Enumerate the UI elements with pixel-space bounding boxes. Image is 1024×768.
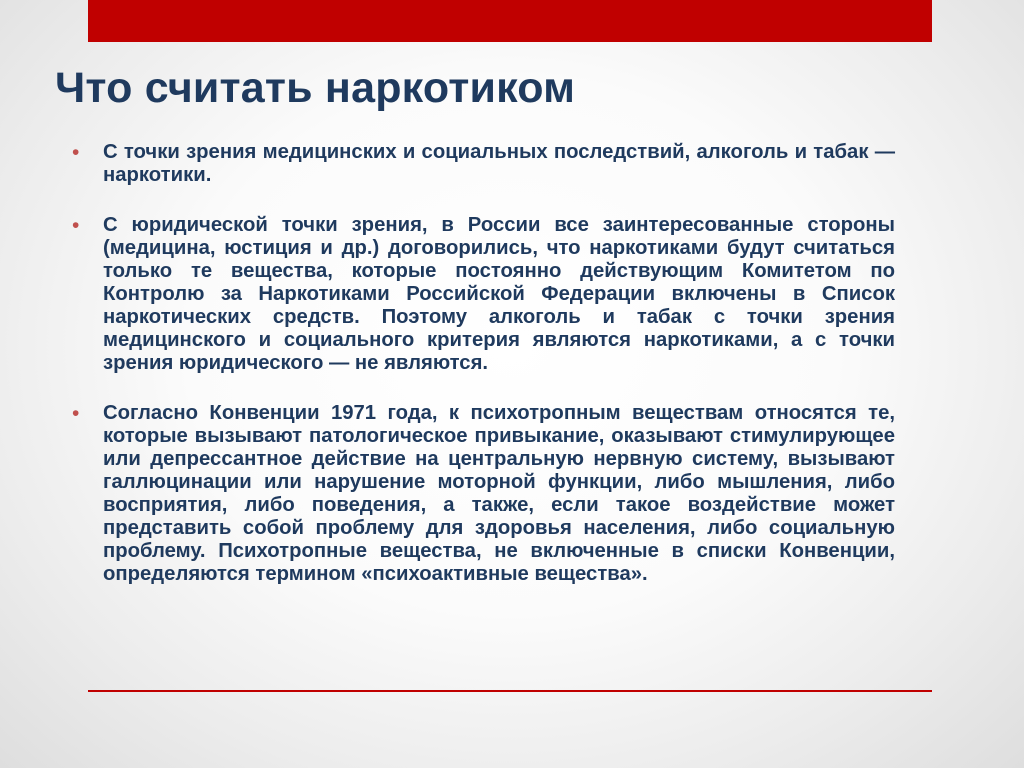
bullet-item-1 <box>72 141 895 187</box>
bottom-divider-line <box>88 690 932 692</box>
bullet-dot-icon: • <box>72 214 80 237</box>
bullet-text-2: С юридической точки зрения, в России все заинтересованные стороны (медицина, юстиция и др.) договорились, что наркотиками будут считаться только те вещества, которые постоянно действующим Комитетом по Контролю за Наркотиками Российской Федерации включены в Список наркотических средств. Поэтому алкоголь и табак с точки зрения медицинского и социального критерия являются наркотиками, а с точки зрения юридического — не являются. <box>103 214 895 374</box>
bullet-dot-icon: • <box>72 141 80 164</box>
bullet-text-1: С точки зрения медицинских и социальных последствий, алкоголь и табак — наркотики. <box>103 141 895 186</box>
bullet-list <box>72 141 895 613</box>
bullet-item-3 <box>72 402 895 586</box>
bullet-item-2 <box>72 214 895 375</box>
top-accent-bar <box>88 0 932 42</box>
bullet-text-3: Согласно Конвенции 1971 года, к психотропным веществам относятся те, которые вызывают патологическое привыкание, оказывают стимулирующее или депрессантное действие на центральную нервную систему, вызывают галлюцинации или нарушение моторной функции, либо мышления, либо восприятия, либо поведения, а также, если такое воздействие может представить собой проблему для здоровья населения, либо социальную проблему. Психотропные вещества, не включенные в списки Конвенции, определяются термином «психоактивные вещества». <box>103 402 895 585</box>
bullet-dot-icon: • <box>72 402 80 425</box>
slide-title: Что считать наркотиком <box>55 64 576 112</box>
